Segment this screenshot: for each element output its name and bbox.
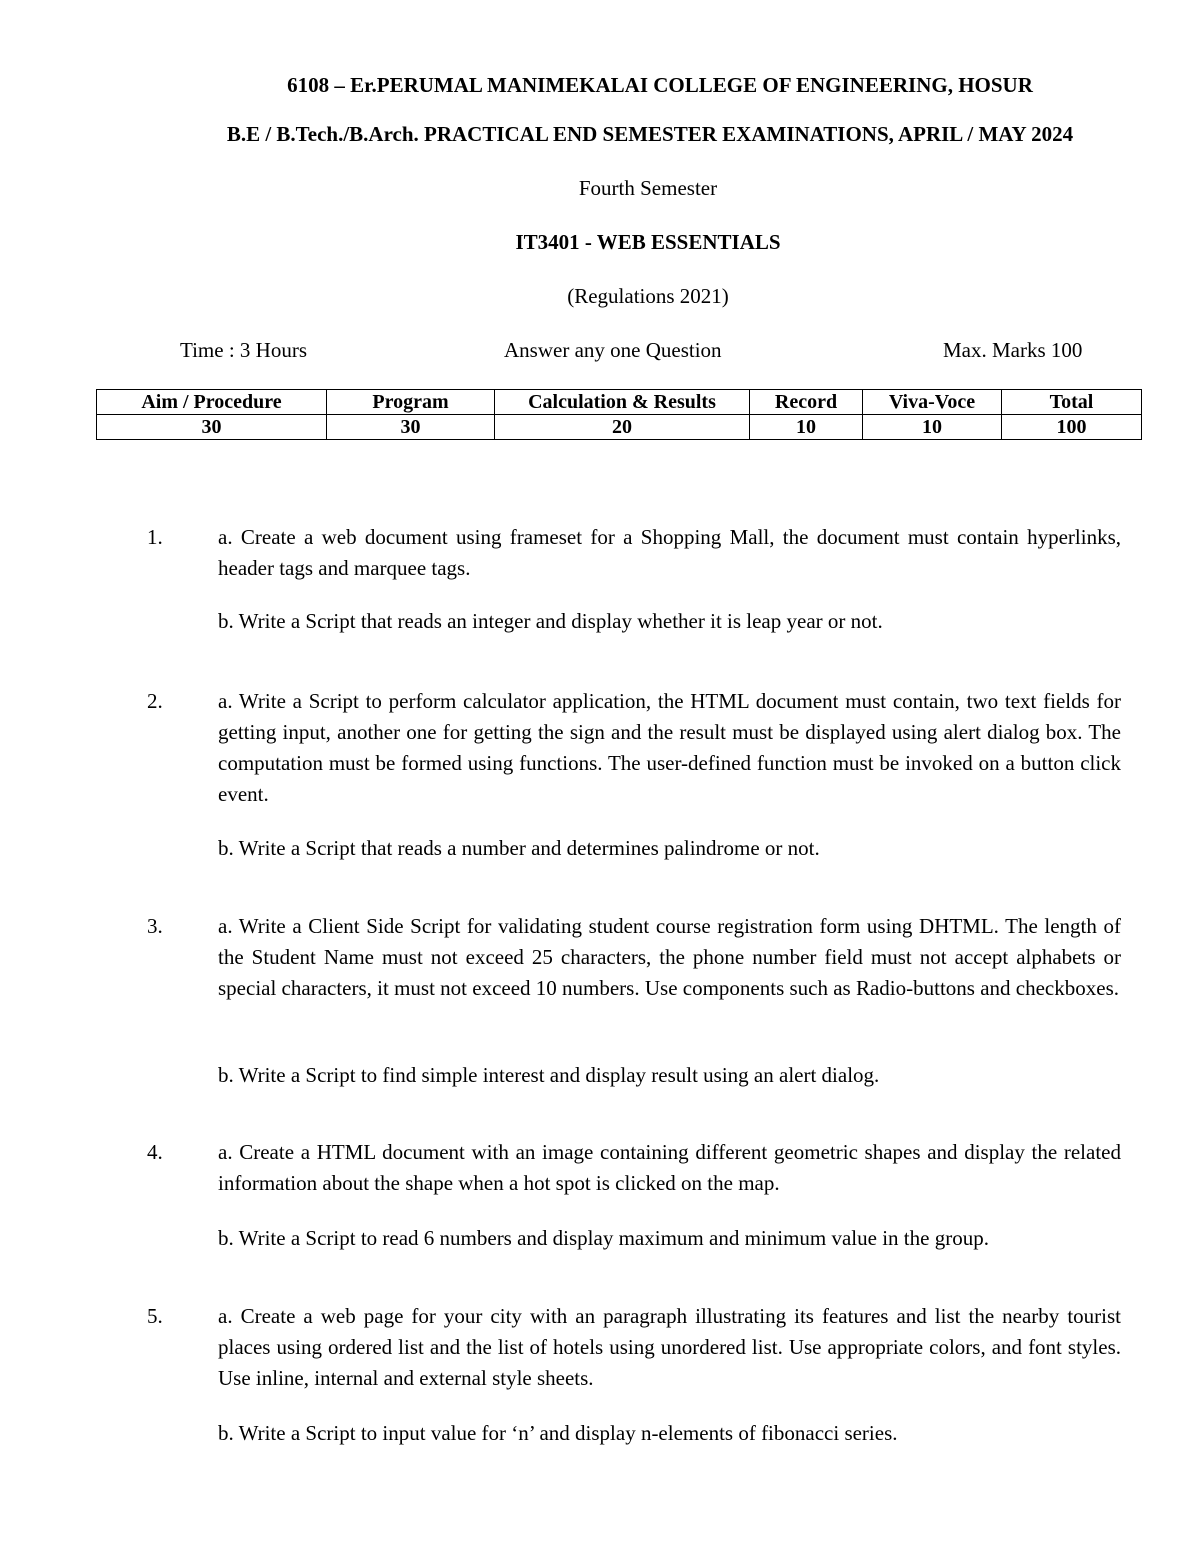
question-part-b: b. Write a Script to read 6 numbers and display maximum and minimum value in the group. (218, 1226, 989, 1250)
marks-header-cell: Program (327, 390, 495, 415)
regulations-label: (Regulations 2021) (567, 284, 729, 308)
marks-distribution-table (96, 389, 1142, 440)
marks-header-cell: Viva-Voce (863, 390, 1002, 415)
exam-title: B.E / B.Tech./B.Arch. PRACTICAL END SEMESTER EXAMINATIONS, APRIL / MAY 2024 (226, 122, 1074, 146)
marks-header-cell: Total (1002, 390, 1142, 415)
max-marks: Max. Marks 100 (943, 338, 1083, 362)
question-number: 4. (147, 1140, 163, 1164)
question-part-a: a. Write a Script to perform calculator application, the HTML document must contain, two text fields for getting input, another one for getting the sign and the result must be displayed using alert dialog box. The computation must be formed using functions. The user-defined function must be invoked on a button click event. (218, 689, 1121, 806)
marks-value-cell: 30 (327, 415, 495, 440)
question-part-a: a. Write a Client Side Script for validating student course registration form using DHTML. The length of the Student Name must not exceed 25 characters, the phone number field must not accept alphabets or special characters, it must not exceed 10 numbers. Use components such as Radio-buttons and checkboxes. (218, 914, 1121, 1000)
question-part-a: a. Create a web page for your city with an paragraph illustrating its features and list the nearby tourist places using ordered list and the list of hotels using unordered list. Use appropriate colors, and font styles. Use inline, internal and external style sheets. (218, 1304, 1121, 1390)
question-number: 5. (147, 1304, 163, 1328)
marks-value-cell: 10 (750, 415, 863, 440)
marks-value-cell: 20 (495, 415, 750, 440)
marks-header-row (97, 390, 1142, 415)
marks-header-cell: Aim / Procedure (97, 390, 327, 415)
exam-instruction: Answer any one Question (504, 338, 722, 362)
marks-value-row (97, 415, 1142, 440)
question-part-b: b. Write a Script that reads a number and determines palindrome or not. (218, 836, 820, 860)
marks-header-cell: Calculation & Results (495, 390, 750, 415)
question-number: 3. (147, 914, 163, 938)
semester-label: Fourth Semester (578, 176, 718, 200)
marks-header-cell: Record (750, 390, 863, 415)
question-part-b: b. Write a Script that reads an integer and display whether it is leap year or not. (218, 609, 883, 633)
question-part-b: b. Write a Script to find simple interest and display result using an alert dialog. (218, 1063, 880, 1087)
question-part-a: a. Create a web document using frameset for a Shopping Mall, the document must contain hyperlinks, header tags and marquee tags. (218, 525, 1121, 580)
question-number: 1. (147, 525, 163, 549)
college-title: 6108 – Er.PERUMAL MANIMEKALAI COLLEGE OF ENGINEERING, HOSUR (287, 73, 1033, 97)
marks-value-cell: 10 (863, 415, 1002, 440)
question-part-b: b. Write a Script to input value for ‘n’ and display n-elements of fibonacci series. (218, 1421, 898, 1445)
question-number: 2. (147, 689, 163, 713)
course-title: IT3401 - WEB ESSENTIALS (515, 230, 781, 254)
exam-duration: Time : 3 Hours (180, 338, 307, 362)
marks-value-cell: 30 (97, 415, 327, 440)
question-part-a: a. Create a HTML document with an image containing different geometric shapes and display the related information about the shape when a hot spot is clicked on the map. (218, 1140, 1121, 1195)
marks-value-cell: 100 (1002, 415, 1142, 440)
